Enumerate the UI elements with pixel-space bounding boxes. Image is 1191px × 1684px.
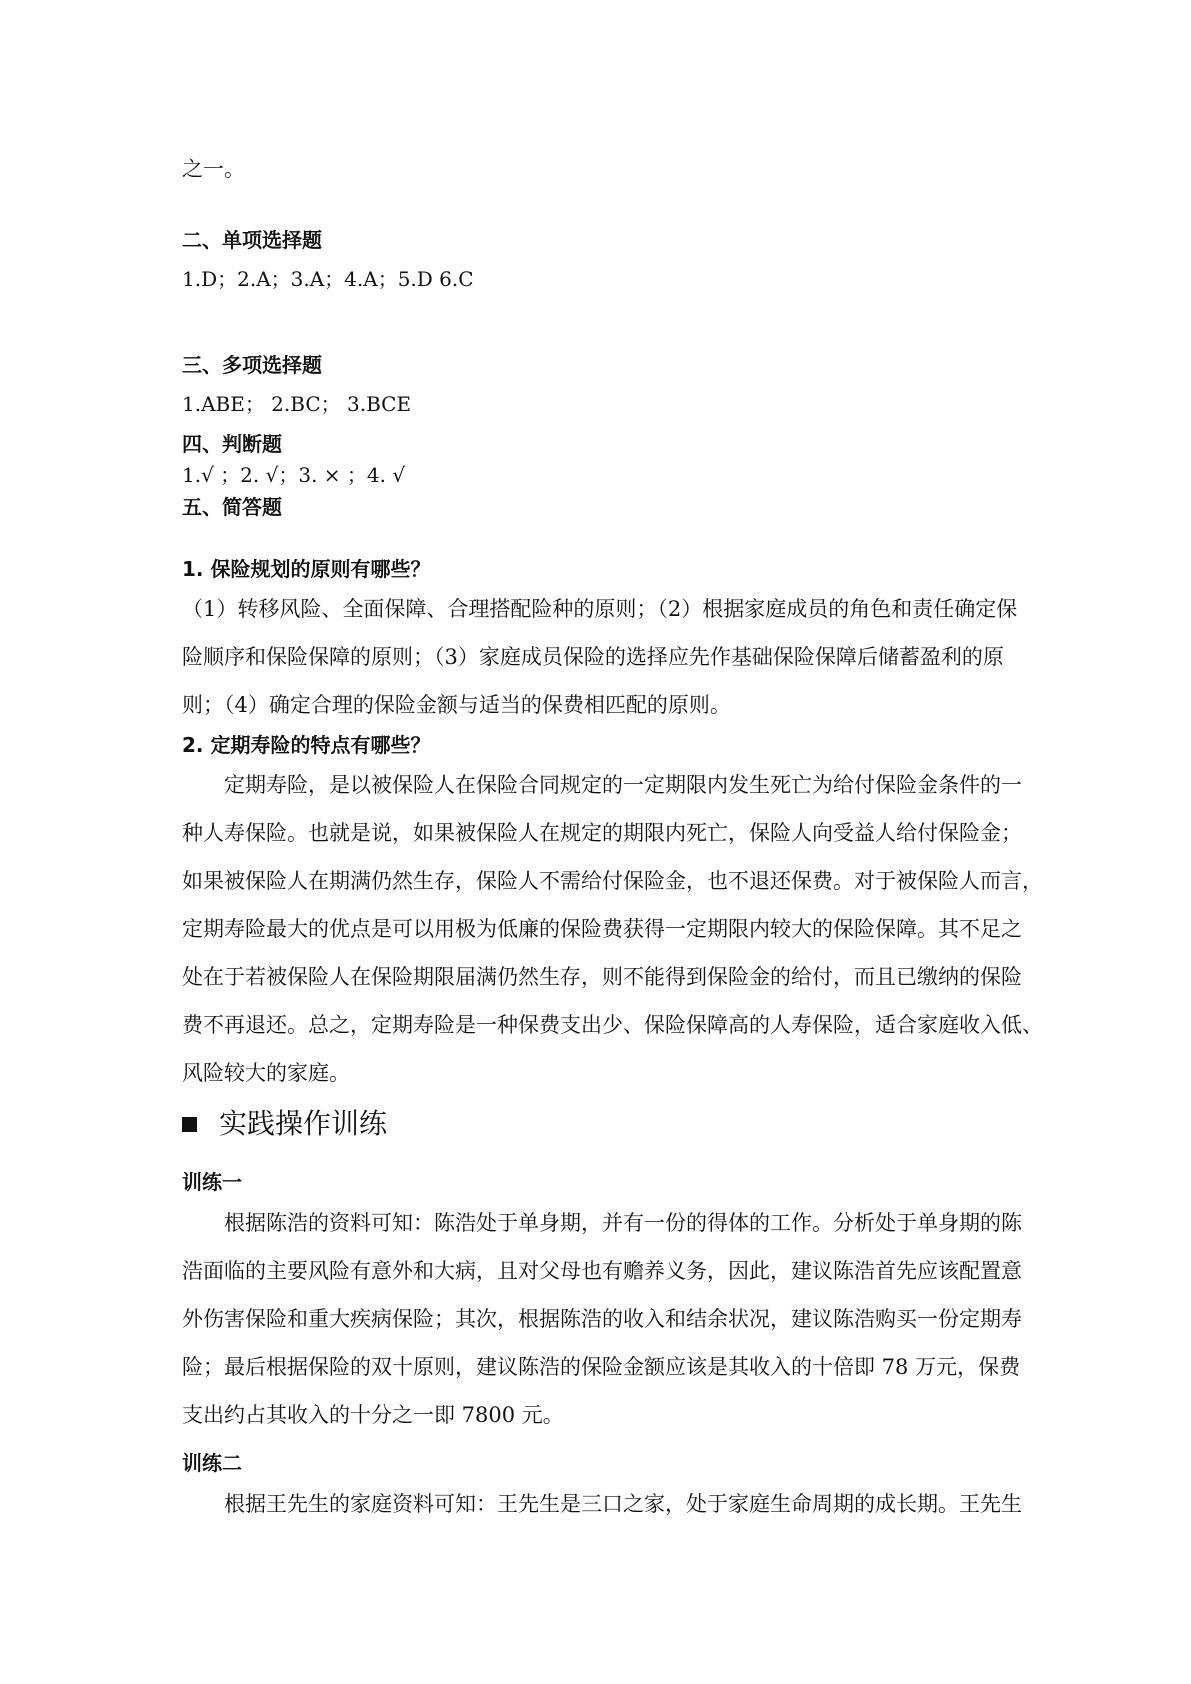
training-2-line-1: 根据王先生的家庭资料可知：王先生是三口之家，处于家庭生命周期的成长期。王先生 [224,1492,1022,1516]
training-1-line-3: 外伤害保险和重大疾病保险；其次，根据陈浩的收入和结余状况，建议陈浩购买一份定期寿 [182,1307,1022,1331]
training-2-heading: 训练二 [182,1451,242,1475]
answer-1-line-1: （1）转移风险、全面保障、合理搭配险种的原则；（2）根据家庭成员的角色和责任确定保 [182,597,1018,621]
short-answer-question-1: 1. 保险规划的原则有哪些？ [182,557,431,581]
multiple-choice-answers: 1.ABE； 2.BC； 3.BCE [182,392,412,416]
true-false-heading: 四、判断题 [182,432,282,456]
single-choice-answers: 1.D；2.A；3.A；4.A；5.D 6.C [182,267,474,291]
practice-section-title [182,1107,387,1141]
practice-title-text: 实践操作训练 [219,1107,388,1140]
training-1-line-5: 支出约占其收入的十分之一即 7800 元。 [182,1403,564,1427]
single-choice-heading: 二、单项选择题 [182,228,322,252]
answer-2-line-4: 定期寿险最大的优点是可以用极为低廉的保险费获得一定期限内较大的保险保障。其不足之 [182,917,1022,941]
square-bullet-icon [182,1117,197,1132]
answer-2-line-1: 定期寿险，是以被保险人在保险合同规定的一定期限内发生死亡为给付保险金条件的一 [224,773,1022,797]
answer-1-line-2: 险顺序和保险保障的原则；（3）家庭成员保险的选择应先作基础保险保障后储蓄盈利的原 [182,645,1004,669]
answer-2-line-5: 处在于若被保险人在保险期限届满仍然生存，则不能得到保险金的给付，而且已缴纳的保险 [182,965,1022,989]
answer-2-line-3: 如果被保险人在期满仍然生存，保险人不需给付保险金，也不退还保费。对于被保险人而言， [182,869,1043,893]
true-false-answers: 1.√ ；2. √；3. × ；4. √ [182,463,406,487]
training-1-line-1: 根据陈浩的资料可知：陈浩处于单身期，并有一份的得体的工作。分析处于单身期的陈 [224,1211,1022,1235]
multiple-choice-heading: 三、多项选择题 [182,353,322,377]
training-1-line-2: 浩面临的主要风险有意外和大病，且对父母也有赡养义务，因此，建议陈浩首先应该配置意 [182,1259,1022,1283]
short-answer-heading: 五、简答题 [182,495,282,519]
answer-1-line-3: 则；（4）确定合理的保险金额与适当的保费相匹配的原则。 [182,693,731,717]
short-answer-question-2: 2. 定期寿险的特点有哪些？ [182,733,431,757]
answer-2-line-6: 费不再退还。总之，定期寿险是一种保费支出少、保险保障高的人寿保险，适合家庭收入低、 [182,1013,1043,1037]
training-1-heading: 训练一 [182,1170,242,1194]
top-fragment-text: 之一。 [182,157,245,181]
answer-2-line-7: 风险较大的家庭。 [182,1061,350,1085]
training-1-line-4: 险；最后根据保险的双十原则，建议陈浩的保险金额应该是其收入的十倍即 78 万元，保费 [182,1355,1021,1379]
answer-2-line-2: 种人寿保险。也就是说，如果被保险人在规定的期限内死亡，保险人向受益人给付保险金； [182,821,1022,845]
